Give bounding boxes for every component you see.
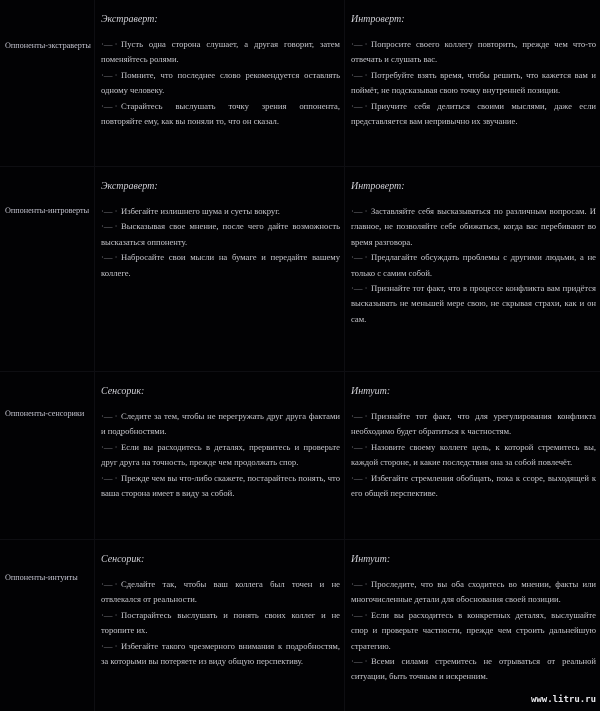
list-item: ·— · Предлагайте обсуждать проблемы с другими людьми, а не только с самим собой. [351,252,596,278]
row-label-cell [0,372,95,539]
dash-bullet-icon: ·— · [101,609,118,620]
dash-bullet-icon: ·— · [101,69,118,80]
watermark: www.litru.ru [530,694,596,705]
extravert-cell [95,0,345,166]
list-item: ·— · Помните, что последнее слово рекомендуется оставлять одному человеку. [101,69,340,96]
cell-heading: Экстраверт: [101,181,158,192]
list-item: ·— · Признайте тот факт, что в процессе конфликта вам придётся высказывать не меньшей мере свою, не скрывая страхи, как и он сам. [351,283,596,324]
list-item: ·— · Прежде чем вы что-либо скажете, постарайтесь понять, что ваша сторона имеет в виду за собой. [101,472,340,499]
list-item: ·— · Следите за тем, чтобы не перегружать друг друга фактами и подробностями. [101,411,340,437]
list-item: ·— · Избегайте стремления обобщать, пока к ссоре, выходящей к его общей перспективе. [351,472,596,499]
list-item: ·— · Пусть одна сторона слушает, а другая говорит, затем поменяйтесь ролями. [101,39,340,65]
list-item: ·— · Проследите, что вы оба сходитесь во мнении, факты или многочисленные детали для обоснования своей позиции. [351,579,596,605]
dash-bullet-icon: ·— · [351,100,368,111]
table-row-introverts [0,167,600,372]
list-item: ·— · Приучите себя делиться своими мыслями, даже если представляется вам непривычно их звучание. [351,100,596,127]
cell-heading: Интуит: [351,386,391,397]
dash-bullet-icon: ·— · [101,221,118,232]
cell-heading: Сенсорик: [101,386,145,397]
list-item: ·— · Назовите своему коллеге цель, к которой стремитесь вы, каждой стороне, и какие последствия она за собой повлечёт. [351,441,596,468]
table-row-sensors [0,372,600,540]
list-item: ·— · Постарайтесь выслушать и понять своих коллег и не торопите их. [101,609,340,636]
dash-bullet-icon: ·— · [101,579,118,589]
dash-bullet-icon: ·— · [351,252,368,263]
list-item: ·— · Высказывая свое мнение, после чего дайте возможность высказаться оппоненту. [101,221,340,247]
dash-bullet-icon: ·— · [101,252,118,263]
sensor-cell [95,540,345,711]
list-item: ·— · Набросайте свои мысли на бумаге и передайте вашему коллеге. [101,252,340,278]
dash-bullet-icon: ·— · [351,206,368,216]
row-label-cell [0,0,95,166]
cell-heading: Сенсорик: [101,554,145,565]
cell-heading: Экстраверт: [101,14,158,25]
dash-bullet-icon: ·— · [351,283,368,294]
dash-bullet-icon: ·— · [101,100,118,111]
list-item: ·— · Заставляйте себя высказываться по различным вопросам. И главное, не позволяйте себе обижаться, когда вас перебивают во время разговора. [351,206,596,247]
list-item: ·— · Старайтесь выслушать точку зрения оппонента, повторяйте ему, как вы поняли то, что он сказал. [101,100,340,127]
extravert-cell [95,167,345,371]
sensor-cell [95,372,345,539]
dash-bullet-icon: ·— · [351,472,368,483]
list-item: ·— · Признайте тот факт, что для урегулирования конфликта необходимо будет обратиться к частностям. [351,411,596,437]
dash-bullet-icon: ·— · [351,69,368,80]
row-label: Оппоненты-интуиты [5,573,78,582]
cell-heading: Интроверт: [351,14,405,25]
dash-bullet-icon: ·— · [351,39,368,49]
row-label-cell [0,540,95,711]
dash-bullet-icon: ·— · [351,656,368,667]
list-item: ·— · Потребуйте взять время, чтобы решить, что кажется вам и поймёт, не подсказывая свою точку внутренней позиции. [351,69,596,96]
row-label: Оппоненты-экстраверты [5,41,91,50]
list-item: ·— · Сделайте так, чтобы ваш коллега был точен и не отвлекался от реальности. [101,579,340,605]
introvert-cell [346,0,600,166]
row-label-cell [0,167,95,371]
dash-bullet-icon: ·— · [101,411,118,421]
dash-bullet-icon: ·— · [351,609,368,620]
list-item: ·— · Если вы расходитесь в деталях, прервитесь и проверьте друг друга на точность, прежде чем продолжать спор. [101,441,340,468]
list-item: ·— · Избегайте такого чрезмерного внимания к подробностям, за которыми вы потеряете из виду общую перспективу. [101,640,340,667]
list-item: ·— · Всеми силами стремитесь не отрываться от реальной ситуации, быть точным и искренним. [351,656,596,682]
dash-bullet-icon: ·— · [101,39,118,49]
dash-bullet-icon: ·— · [101,441,118,452]
dash-bullet-icon: ·— · [351,579,368,589]
dash-bullet-icon: ·— · [351,411,368,421]
dash-bullet-icon: ·— · [351,441,368,452]
list-item: ·— · Избегайте излишнего шума и суеты вокруг. [101,204,340,219]
row-label: Оппоненты-сенсорики [5,409,85,418]
dash-bullet-icon: ·— · [101,640,118,651]
intuitive-cell [346,540,600,711]
cell-heading: Интроверт: [351,181,405,192]
intuitive-cell [346,372,600,539]
row-label: Оппоненты-интроверты [5,206,90,215]
introvert-cell [346,167,600,371]
table-row-intuitives [0,540,600,711]
dash-bullet-icon: ·— · [101,472,118,483]
cell-heading: Интуит: [351,554,391,565]
table-row-extraverts [0,0,600,167]
list-item: ·— · Если вы расходитесь в конкретных деталях, выслушайте спор и проверьте частности, прежде чем строить дальнейшую стратегию. [351,609,596,651]
list-item: ·— · Попросите своего коллегу повторить, прежде чем что-то отвечать и слушать вас. [351,39,596,65]
dash-bullet-icon: ·— · [101,206,118,216]
